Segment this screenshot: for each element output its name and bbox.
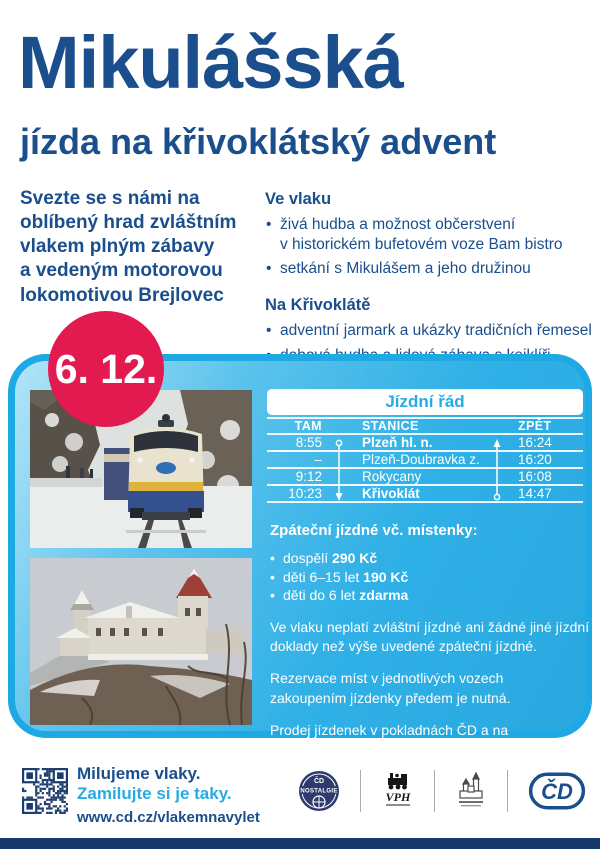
intro-line: oblíbený hrad zvláštním — [20, 212, 237, 234]
note-line: Prodej jízdenek v pokladnách ČD a na — [270, 722, 509, 739]
vph-logo — [381, 770, 415, 812]
svg-text:ČD: ČD — [313, 778, 325, 785]
station-name: Plzeň-Doubravka z. — [362, 452, 480, 467]
column-header-zpet: ZPĚT — [518, 419, 552, 433]
footer-bar — [0, 838, 600, 849]
note-line: doklady než výše uvedené zpáteční jízdné. — [270, 638, 537, 655]
list-item-line: • živá hudba a možnost občerstvení — [280, 216, 516, 233]
table-row — [267, 469, 583, 486]
ticket-note — [270, 618, 596, 657]
note-line: zakoupením jízdenky předem je nutná. — [270, 689, 511, 706]
pricing-block — [270, 522, 596, 760]
note-line: www.cd.cz/eshop od 11. 11. 2025. — [270, 741, 482, 758]
intro-line: lokomotivou Brejlovec — [20, 284, 224, 306]
section-heading: Ve vlaku — [265, 190, 332, 208]
table-row — [267, 452, 583, 469]
list-item — [265, 259, 595, 279]
zpet-time: 16:24 — [518, 435, 552, 450]
intro-line: Svezte se s námi na — [20, 188, 200, 209]
price-label: děti 6–15 let — [283, 568, 364, 585]
slogan-block — [77, 764, 260, 826]
note-line: Ve vlaku neplatí zvláštní jízdné ani žádné jiné jízdní — [270, 618, 590, 635]
footer — [0, 755, 600, 838]
svg-text:ČD: ČD — [541, 778, 573, 804]
timetable-header-row — [267, 417, 583, 435]
sales-note — [270, 721, 596, 760]
intro-line: a vedeným motorovou — [20, 260, 223, 282]
tam-time: 10:23 — [288, 486, 322, 501]
slogan-line-2: Zamilujte si je taky. — [77, 784, 232, 803]
tam-time: – — [314, 452, 322, 467]
direction-down-arrow-icon — [333, 437, 345, 503]
page-title: Mikulášská — [18, 21, 403, 104]
price-item — [270, 586, 596, 605]
logo-divider — [507, 770, 508, 812]
reservation-note — [270, 669, 596, 708]
section-heading: Na Křivoklátě — [265, 296, 371, 315]
section-ve-vlaku — [265, 190, 595, 279]
svg-text:VPH: VPH — [385, 790, 410, 804]
note-line: Rezervace míst v jednotlivých vozech — [270, 670, 504, 687]
slogan-line-1: Milujeme vlaky. — [77, 764, 201, 783]
price-value: zdarma — [359, 587, 409, 604]
partner-logos — [298, 763, 586, 819]
list-item-line: • adventní jarmark a ukázky tradičních řemesel — [280, 322, 592, 340]
qr-code — [22, 768, 68, 814]
price-item — [270, 549, 596, 568]
price-value: 190 Kč — [363, 568, 409, 585]
page-subtitle: jízda na křivoklátský advent — [20, 121, 497, 162]
table-row — [267, 486, 583, 503]
intro-line: vlakem plným zábavy — [20, 236, 215, 258]
price-item — [270, 568, 596, 587]
station-name: Plzeň hl. n. — [362, 435, 433, 450]
cd-nostalgie-logo — [298, 770, 340, 812]
zpet-time: 14:47 — [518, 486, 552, 501]
svg-text:NOSTALGIE: NOSTALGIE — [300, 788, 338, 795]
zpet-time: 16:08 — [518, 469, 552, 484]
zpet-time: 16:20 — [518, 452, 552, 467]
footer-url: www.cd.cz/vlakemnavylet — [77, 809, 260, 826]
timetable — [267, 417, 583, 503]
cd-logo — [528, 770, 586, 812]
direction-up-arrow-icon — [491, 437, 503, 503]
price-label: dospělí — [283, 550, 333, 566]
station-name: Křivoklát — [362, 486, 420, 501]
logo-divider — [434, 770, 435, 812]
logo-divider — [360, 770, 361, 812]
list-item-line: v historickém bufetovém voze Bam bistro — [280, 236, 563, 254]
timetable-body — [267, 435, 583, 503]
timetable-title: Jízdní řád — [267, 389, 583, 415]
tam-time: 8:55 — [295, 435, 322, 450]
column-header-stanice: STANICE — [362, 419, 419, 433]
table-row — [267, 435, 583, 452]
price-label: děti do 6 let — [283, 587, 360, 604]
hrad-krivoklat-logo — [455, 770, 487, 812]
pricing-heading: Zpáteční jízdné vč. místenky: — [270, 522, 478, 539]
castle-photo — [30, 558, 252, 725]
list-item — [265, 215, 595, 255]
intro-text — [20, 187, 252, 308]
list-item — [265, 321, 595, 341]
price-value: 290 Kč — [332, 550, 378, 566]
date-badge: 6. 12. — [48, 311, 164, 427]
tam-time: 9:12 — [295, 469, 322, 484]
station-name: Rokycany — [362, 469, 422, 484]
castle-photo-image — [30, 558, 252, 725]
info-column — [265, 190, 595, 370]
column-header-tam: TAM — [294, 419, 322, 433]
list-item-line: • setkání s Mikulášem a jeho družinou — [280, 260, 531, 278]
